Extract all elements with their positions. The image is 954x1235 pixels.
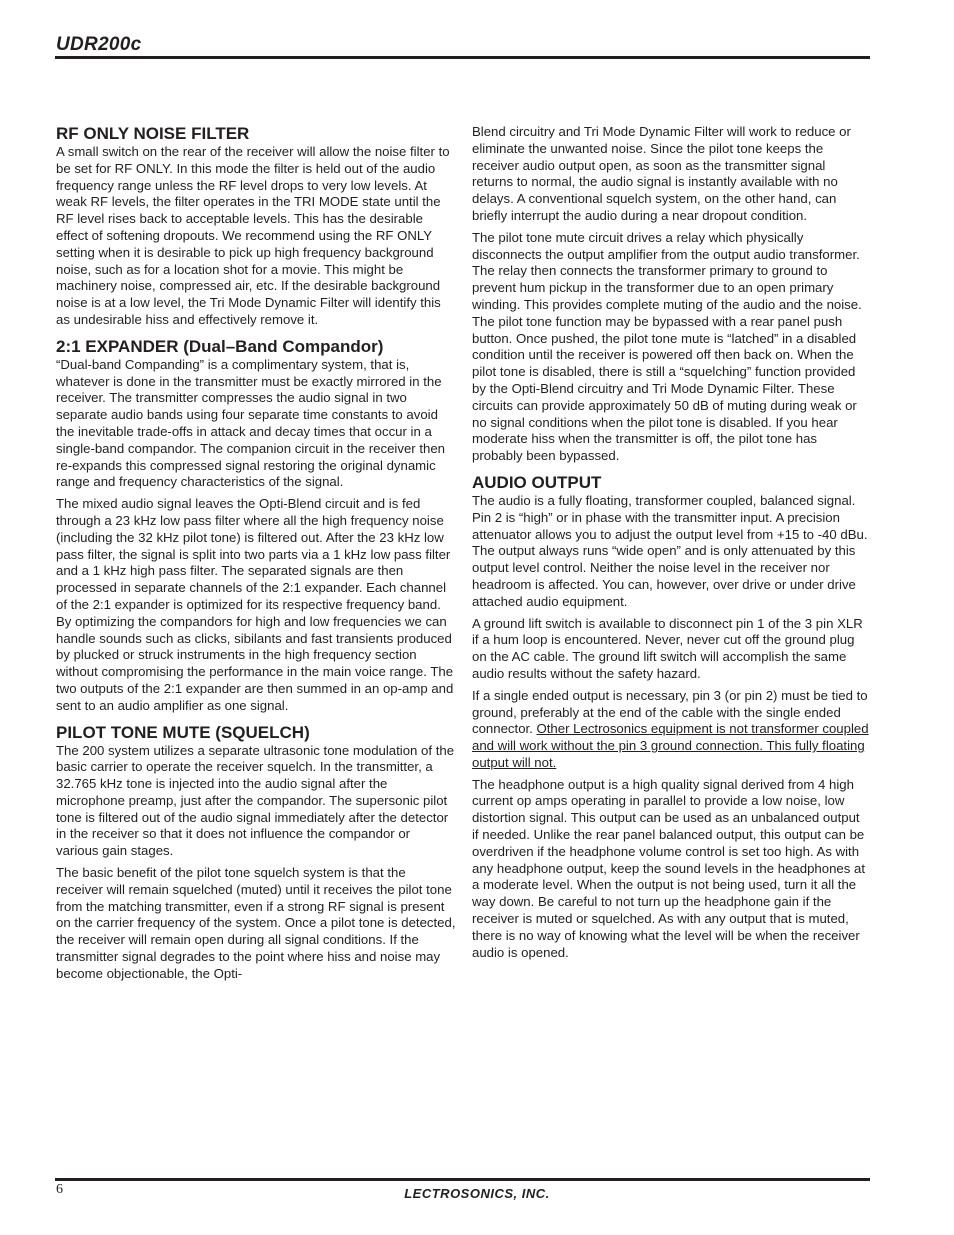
- paragraph: A small switch on the rear of the receiver will allow the noise filter to be set for RF ONLY. In this mode the filter is held out of the audio frequency range unless the RF level drops to very low levels. At weak RF levels, the filter operates in the TRI MODE state until the RF level rises back to acceptable levels. This has the desirable effect of softening dropouts. We recommend using the RF ONLY setting when it is desirable to pick up high frequency background noise, such as for a location shot for a movie. This might be machinery noise, compressed air, etc. If the desirable background noise is at a low level, the Tri Mode Dynamic Filter will identify this as undesirable hiss and effectively remove it.: [56, 144, 450, 327]
- product-title: UDR200c: [56, 34, 142, 55]
- footer-rule: [55, 1178, 870, 1181]
- section-heading: PILOT TONE MUTE (SQUELCH): [56, 722, 310, 742]
- header-rule: [55, 56, 870, 59]
- paragraph: Blend circuitry and Tri Mode Dynamic Filter will work to reduce or eliminate the unwanted noise. Since the pilot tone keeps the receiver audio output open, as soon as the transmitter signal returns to normal, the audio signal is instantly available with no delays. A conventional squelch system, on the other hand, can briefly interrupt the audio during a near dropout condition.: [472, 124, 851, 223]
- right-column: [472, 124, 869, 966]
- section-heading: AUDIO OUTPUT: [472, 472, 602, 492]
- paragraph: [472, 688, 869, 772]
- paragraph-text: If a single ended output is necessary, pin 3 (or pin 2) must be tied to ground, preferably at the end of the cable with the single ended connector.: [472, 687, 868, 737]
- underlined-note: Other Lectrosonics equipment is not transformer coupled and will work without the pin 3 ground connection. This fully floating output will not.: [472, 721, 869, 770]
- left-column: [56, 124, 456, 988]
- paragraph: The 200 system utilizes a separate ultrasonic tone modulation of the basic carrier to operate the receiver squelch. In the transmitter, a 32.765 kHz tone is injected into the audio signal after the microphone preamp, just after the compandor. The supersonic pilot tone is filtered out of the audio signal immediately after the detector in the receiver so that it does not influence the compandor or various gain stages.: [56, 742, 455, 859]
- section-rf-only-noise-filter: [56, 124, 456, 329]
- section-expander: [56, 337, 456, 715]
- section-pilot-tone-continued: [472, 124, 869, 465]
- paragraph: The mixed audio signal leaves the Opti-Blend circuit and is fed through a 23 kHz low pass filter where all the high frequency noise (including the 32 kHz pilot tone) is filtered out. After the 23 kHz low pass filter, the signal is split into two parts via a 1 kHz low pass filter and a 1 kHz high pass filter. The separated signals are then processed in separate channels of the 2:1 expander. Each channel of the 2:1 expander is optimized for its respective frequency band. By optimizing the compandors for high and low frequencies we can handle sounds such as clicks, sibilants and fast transients produced by plucked or struck instruments in the high frequency section without compromising the performance in the main voice range. The two outputs of the 2:1 expander are then summed in an op-amp and sent to an audio amplifier as one signal.: [56, 496, 454, 713]
- section-pilot-tone-mute: [56, 723, 456, 983]
- paragraph: A ground lift switch is available to disconnect pin 1 of the 3 pin XLR if a hum loop is encountered. Never, never cut off the ground plug on the AC cable. The ground lift switch will accomplish the same audio results without the safety hazard.: [472, 615, 863, 681]
- paragraph: The headphone output is a high quality signal derived from 4 high current op amps operating in parallel to provide a low noise, low distortion signal. This output can be used as an unbalanced output if needed. Unlike the rear panel balanced output, this output can be overdriven if the headphone volume control is set too high. As with any headphone output, keep the sound levels in the headphones at a moderate level. When the output is not being used, turn it all the way down. Be careful to not turn up the headphone gain if the receiver is muted or squelched. As with any output that is muted, there is no way of knowing what the level will be when the receiver audio is opened.: [472, 776, 866, 960]
- paragraph: The basic benefit of the pilot tone squelch system is that the receiver will remain squelched (muted) until it receives the pilot tone from the matching transmitter, even if a strong RF signal is present on the carrier frequency of the system. Once a pilot tone is detected, the receiver will remain open during all signal conditions. If the transmitter signal degrades to the point where hiss and noise may become objectionable, the Opti-: [56, 865, 456, 981]
- company-name: LECTROSONICS, INC.: [404, 1186, 550, 1201]
- paragraph: The audio is a fully floating, transformer coupled, balanced signal. Pin 2 is “high” or in phase with the transmitter input. A precision attenuator allows you to adjust the output level from +15 to -40 dBu. The output always runs “wide open” and is only attenuated by this output level control. Neither the noise level in the receiver nor headroom is affected. You can, however, over drive or under drive attached audio equipment.: [472, 492, 868, 609]
- section-heading: 2:1 EXPANDER (Dual–Band Compandor): [56, 336, 384, 356]
- paragraph: “Dual-band Companding” is a complimentary system, that is, whatever is done in the transmitter must be exactly mirrored in the receiver. The transmitter compresses the audio signal in two separate audio bands using four separate time constants to avoid the inevitable trade-offs in attack and decay times that occur in a single-band compandor. The companion circuit in the receiver then re-expands this compressed signal restoring the original dynamic range and frequency characteristics of the signal.: [56, 356, 446, 490]
- page-number: 6: [56, 1182, 63, 1197]
- section-heading: RF ONLY NOISE FILTER: [56, 124, 250, 143]
- section-audio-output: [472, 473, 869, 962]
- paragraph: The pilot tone mute circuit drives a relay which physically disconnects the output amplifier from the output audio transformer. The relay then connects the transformer primary to ground to prevent hum pickup in the transformer due to an open primary winding. This provides complete muting of the audio and the noise. The pilot tone function may be bypassed with a rear panel push button. Once pushed, the pilot tone mute is “latched” in a disabled condition until the receiver is powered off then back on. When the pilot tone is disabled, there is still a “squelching” function provided by the Opti-Blend circuitry and Tri Mode Dynamic Filter. These circuits can provide approximately 50 dB of muting during weak or no signal conditions when the pilot tone is disabled. If you hear moderate hiss when the transmitter is off, the pilot tone has probably been bypassed.: [472, 229, 862, 464]
